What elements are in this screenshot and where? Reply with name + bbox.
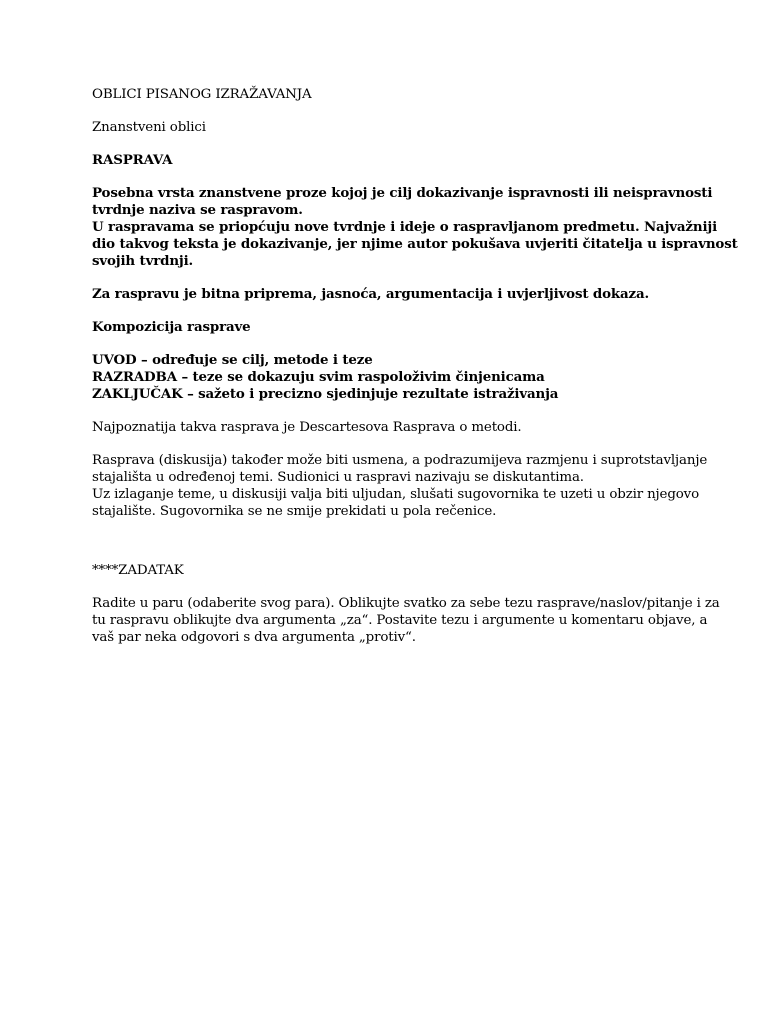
intro-line: tvrdnje naziva se raspravom. xyxy=(92,202,303,218)
intro-line: U raspravama se priopćuju nove tvrdnje i ideje o raspravljanom predmetu. Najvažniji xyxy=(92,219,718,235)
discussion-line: Uz izlaganje teme, u diskusiji valja biti uljudan, slušati sugovornika te uzeti u obzir njegovo xyxy=(92,487,699,502)
task-line: tu raspravu oblikujte dva argumenta „za“. Postavite tezu i argumente u komentaru objave, a xyxy=(92,613,708,628)
section-heading: RASPRAVA xyxy=(92,152,173,168)
famous-example-text: Najpoznatija takva rasprava je Descartesova Rasprava o metodi. xyxy=(92,420,522,435)
composition-item-zakljucak: ZAKLJUČAK – sažeto i precizno sjedinjuje rezultate istraživanja xyxy=(92,386,559,402)
task-line: Radite u paru (odaberite svog para). Oblikujte svatko za sebe tezu rasprave/naslov/pitanje i za xyxy=(92,596,720,611)
requirements-text: Za raspravu je bitna priprema, jasnoća, argumentacija i uvjerljivost dokaza. xyxy=(92,286,650,302)
document-title: OBLICI PISANOG IZRAŽAVANJA xyxy=(92,87,312,102)
document-page xyxy=(92,86,738,662)
spacer xyxy=(92,536,722,562)
composition-heading: Kompozicija rasprave xyxy=(92,319,251,335)
task-paragraph xyxy=(92,595,722,646)
intro-line: svojih tvrdnji. xyxy=(92,253,194,269)
composition-list xyxy=(92,352,722,403)
intro-line: Posebna vrsta znanstvene proze kojoj je cilj dokazivanje ispravnosti ili neispravnosti xyxy=(92,185,713,201)
intro-paragraph xyxy=(92,185,738,270)
discussion-line: stajalište. Sugovornika se ne smije prekidati u pola rečenice. xyxy=(92,504,497,519)
intro-line: dio takvog teksta je dokazivanje, jer njime autor pokušava uvjeriti čitatelja u ispravnost xyxy=(92,236,738,252)
composition-item-razradba: RAZRADBA – teze se dokazuju svim raspoloživim činjenicama xyxy=(92,369,545,385)
task-heading: ****ZADATAK xyxy=(92,563,184,578)
document-subtitle: Znanstveni oblici xyxy=(92,120,206,135)
task-line: vaš par neka odgovori s dva argumenta „protiv“. xyxy=(92,630,416,645)
composition-item-uvod: UVOD – određuje se cilj, metode i teze xyxy=(92,352,373,368)
discussion-paragraph xyxy=(92,452,722,520)
discussion-line: stajališta u određenoj temi. Sudionici u raspravi nazivaju se diskutantima. xyxy=(92,470,584,485)
discussion-line: Rasprava (diskusija) također može biti usmena, a podrazumijeva razmjenu i suprotstavljanje xyxy=(92,453,708,468)
